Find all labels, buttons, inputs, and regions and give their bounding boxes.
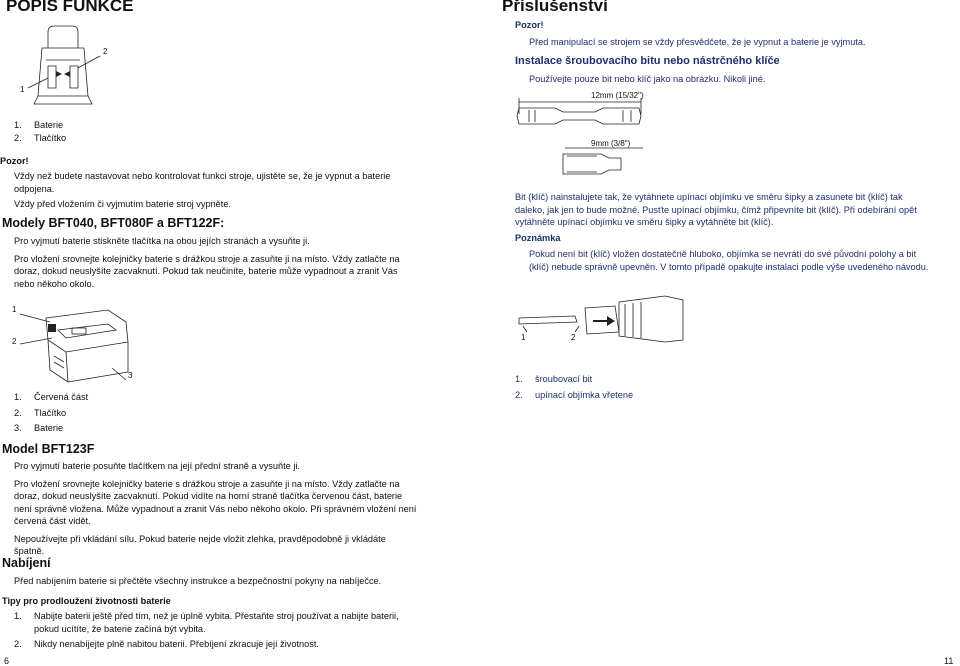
legend-item: 1. Baterie <box>14 120 64 130</box>
charging-text: Před nabíjením baterie si přečtěte všechny instrukce a bezpečnostní pokyny na nabíječce. <box>14 576 382 586</box>
tips-list <box>14 610 484 651</box>
legend-item: 1. Červená část <box>14 392 89 402</box>
bit1-dimension: 12mm (15/32") <box>591 91 644 100</box>
legend-item: 2. upínací objímka vřetene <box>515 389 634 400</box>
models-heading: Modely BFT040, BFT080F a BFT122F: <box>2 216 225 230</box>
figure-battery-red-part <box>8 300 148 390</box>
figure3-legend <box>515 373 815 401</box>
warning-text: Vždy než budete nastavovat nebo kontrolovat funkci stroje, ujistěte se, že je vypnut a baterie odpojena. Vždy před vložením či vyjmutím baterie stroj vypněte. <box>14 171 391 209</box>
callout-2: 2 <box>103 47 108 56</box>
callout-2: 2 <box>571 333 576 342</box>
section-title-right: Příslušenství <box>502 0 608 15</box>
legend-item: 2. Tlačítko <box>14 132 67 143</box>
tip-item: 2. Nikdy nenabíjejte plně nabitou baterii. Přebíjení zkracuje její životnost. <box>14 639 319 649</box>
page-number-right: 11 <box>944 656 954 666</box>
install-text: Používejte pouze bit nebo klíč jako na obrázku. Nikoli jiné. <box>529 74 766 84</box>
legend-item: 1. šroubovací bit <box>515 374 593 384</box>
tips-heading: Tipy pro prodloužení životnosti baterie <box>2 596 171 606</box>
section-title: POPIS FUNKCE <box>6 0 134 15</box>
figure2-legend <box>14 391 214 435</box>
charging-heading: Nabíjení <box>2 556 51 570</box>
models-text: Pro vyjmutí baterie stiskněte tlačítka na obou jejích stranách a vysuňte ji. Pro vložení srovnejte kolejničky baterie s drážkou stroje a zasuňte ji na místo. Vždy zatlačte na doraz, dokud neuslyšíte zacvaknutí. Pokud tak neučiníte, baterie může vypadnout a zranit Vás nebo někoho okolo. <box>14 236 400 289</box>
figure-battery-buttons <box>8 18 133 108</box>
figure-bit-insertion <box>515 292 685 347</box>
legend-item: 2. Tlačítko <box>14 407 67 418</box>
model2-text: Pro vyjmutí baterie posuňte tlačítkem na její přední straně a vysuňte ji. Pro vložení srovnejte kolejničky baterie s drážkou stroje a zasuňte ji na místo. Vždy zatlačte na doraz, dokud neuslyšíte zacvaknutí. Pokud vidíte na horní straně tlačítka červenou část, baterie není správně vložena. Může vypadnout a zranit Vás nebo někoho okolo. Při správném vložení není červená část vidět. Nepoužívejte při vkládání sílu. Pokud baterie nejde vložit zlehka, pravděpodobně ji vkládáte špatně. <box>14 461 417 556</box>
tip-item: 1. Nabijte baterii ještě před tím, než je úplně vybita. Přestaňte stroj používat a nabijte baterii, pokud ucítíte, že baterie začíná být vybita. <box>14 611 399 634</box>
callout-1: 1 <box>521 333 526 342</box>
note-heading: Poznámka <box>515 233 561 243</box>
callout-3: 3 <box>128 371 133 380</box>
page-number-left: 6 <box>4 656 10 666</box>
model2-heading: Model BFT123F <box>2 442 95 456</box>
callout-1: 1 <box>12 305 17 314</box>
callout-2: 2 <box>12 337 17 346</box>
bit2-dimension: 9mm (3/8") <box>591 139 631 148</box>
figure1-legend <box>14 119 214 144</box>
warning-label: Pozor! <box>0 156 29 166</box>
note-text: Pokud není bit (klíč) vložen dostatečně hluboko, objímka se nevrátí do své původní polohy a bit (klíč) nebude správně upevněn. V tomto případě opakujte instalaci podle výše uvedeného návodu. <box>529 249 929 272</box>
callout-1: 1 <box>20 85 25 94</box>
warning-label-right: Pozor! <box>515 20 544 30</box>
warning-text-right: Před manipulací se strojem se vždy přesvědčete, že je vypnut a baterie je vyjmuta. <box>529 37 866 47</box>
bit-install-text: Bit (klíč) nainstalujete tak, že vytáhnete upínací objímku ve směru šipky a zasunete bit (klíč) tak daleko, jak jen to bude možné. Pusťte upínací objímku, čímž připevníte bit (klíč). Při odebírání opět vytáhněte upínací objímku ve směru šipky a vytáhněte bit (klíč). <box>515 192 917 227</box>
install-heading: Instalace šroubovacího bitu nebo nástrčného klíče <box>515 55 780 67</box>
legend-item: 3. Baterie <box>14 423 64 433</box>
figure-bits <box>515 90 645 180</box>
